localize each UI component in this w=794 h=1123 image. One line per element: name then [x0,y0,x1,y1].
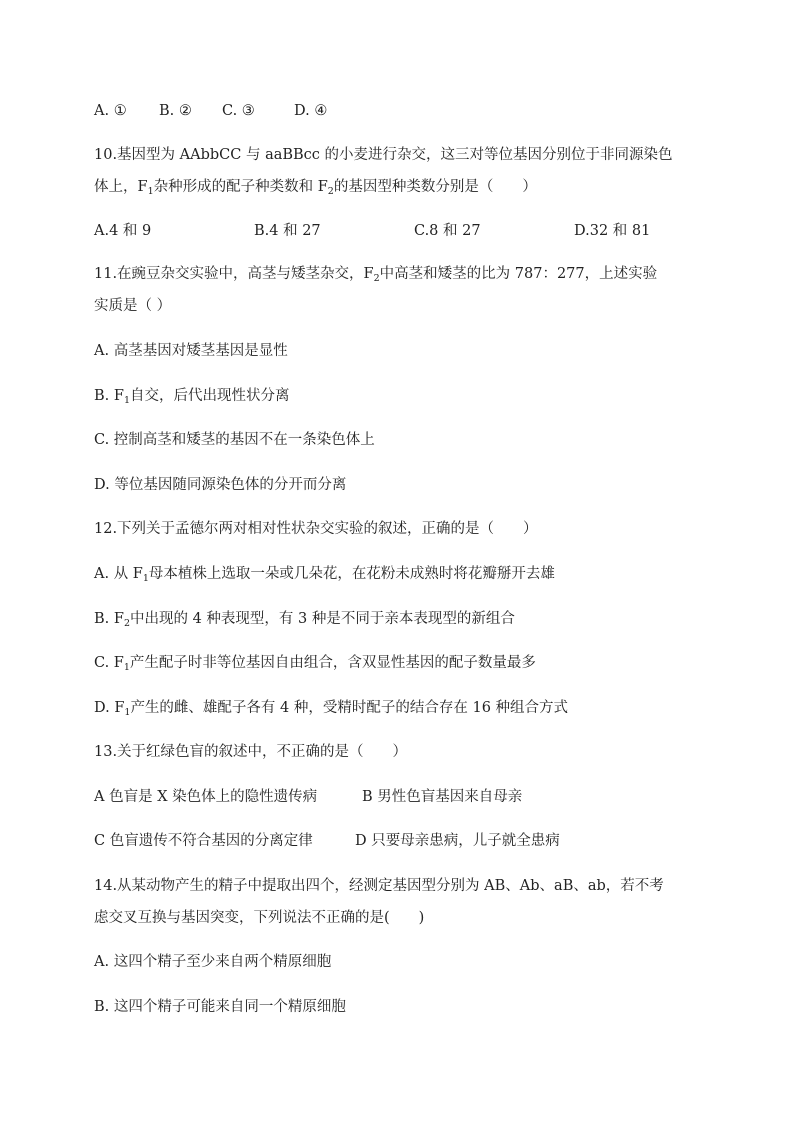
q10-option-d: D.32 和 81 [574,223,651,239]
q9-option-d: D. ④ [294,103,328,119]
q9-option-b: B. ② [159,103,192,119]
q13-option-a: A 色盲是 X 染色体上的隐性遗传病 [94,789,318,805]
q14-stem-line2: 虑交叉互换与基因突变，下列说法不正确的是( ) [94,910,425,926]
q12-option-b: B. $F_2$中出现的 4 种表现型，有 3 种是不同于亲本表现型的新组合 [94,611,515,629]
q13-option-b: B 男性色盲基因来自母亲 [362,789,523,805]
q12-option-d: D. $F_1$产生的雌、雄配子各有 4 种，受精时配子的结合存在 16 种组合方式 [94,700,569,718]
q13-option-d: D 只要母亲患病，儿子就全患病 [355,833,560,849]
q14-stem-line1: 14.从某动物产生的精子中提取出四个，经测定基因型分别为 AB、Ab、aB、ab，若不考 [94,878,664,894]
q10-option-b: B.4 和 27 [254,223,321,239]
q11-stem-line1: 11.在豌豆杂交实验中，高茎与矮茎杂交，$F_2$中高茎和矮茎的比为 787：277，上述实验 [94,266,658,284]
q12-stem: 12.下列关于孟德尔两对相对性状杂交实验的叙述，正确的是（ ） [94,521,538,537]
q11-option-c: C. 控制高茎和矮茎的基因不在一条染色体上 [94,432,375,448]
q10-stem-line2: 体上，$F_1$杂种形成的配子种类数和 $F_2$的基因型种类数分别是（ ） [94,179,537,197]
q12-option-c: C. $F_1$产生配子时非等位基因自由组合，含双显性基因的配子数量最多 [94,655,536,673]
q9-option-a: A. ① [94,103,127,119]
q10-option-a: A.4 和 9 [94,223,152,239]
q13-option-c: C 色盲遗传不符合基因的分离定律 [94,833,313,849]
q11-option-d: D. 等位基因随同源染色体的分开而分离 [94,477,347,493]
q11-option-b: B. $F_1$自交，后代出现性状分离 [94,388,290,406]
q11-option-a: A. 高茎基因对矮茎基因是显性 [94,343,288,359]
q9-option-c: C. ③ [222,103,255,119]
q13-stem: 13.关于红绿色盲的叙述中，不正确的是（ ） [94,744,408,760]
q14-option-b: B. 这四个精子可能来自同一个精原细胞 [94,999,346,1015]
q12-option-a: A. 从 $F_1$母本植株上选取一朵或几朵花，在花粉未成熟时将花瓣掰开去雄 [94,566,555,584]
q10-stem-line1: 10.基因型为 AAbbCC 与 aaBBcc 的小麦进行杂交，这三对等位基因分别位于非同源染色 [94,147,673,163]
q14-option-a: A. 这四个精子至少来自两个精原细胞 [94,954,332,970]
q11-stem-line2: 实质是（ ） [94,298,172,314]
q10-option-c: C.8 和 27 [414,223,481,239]
